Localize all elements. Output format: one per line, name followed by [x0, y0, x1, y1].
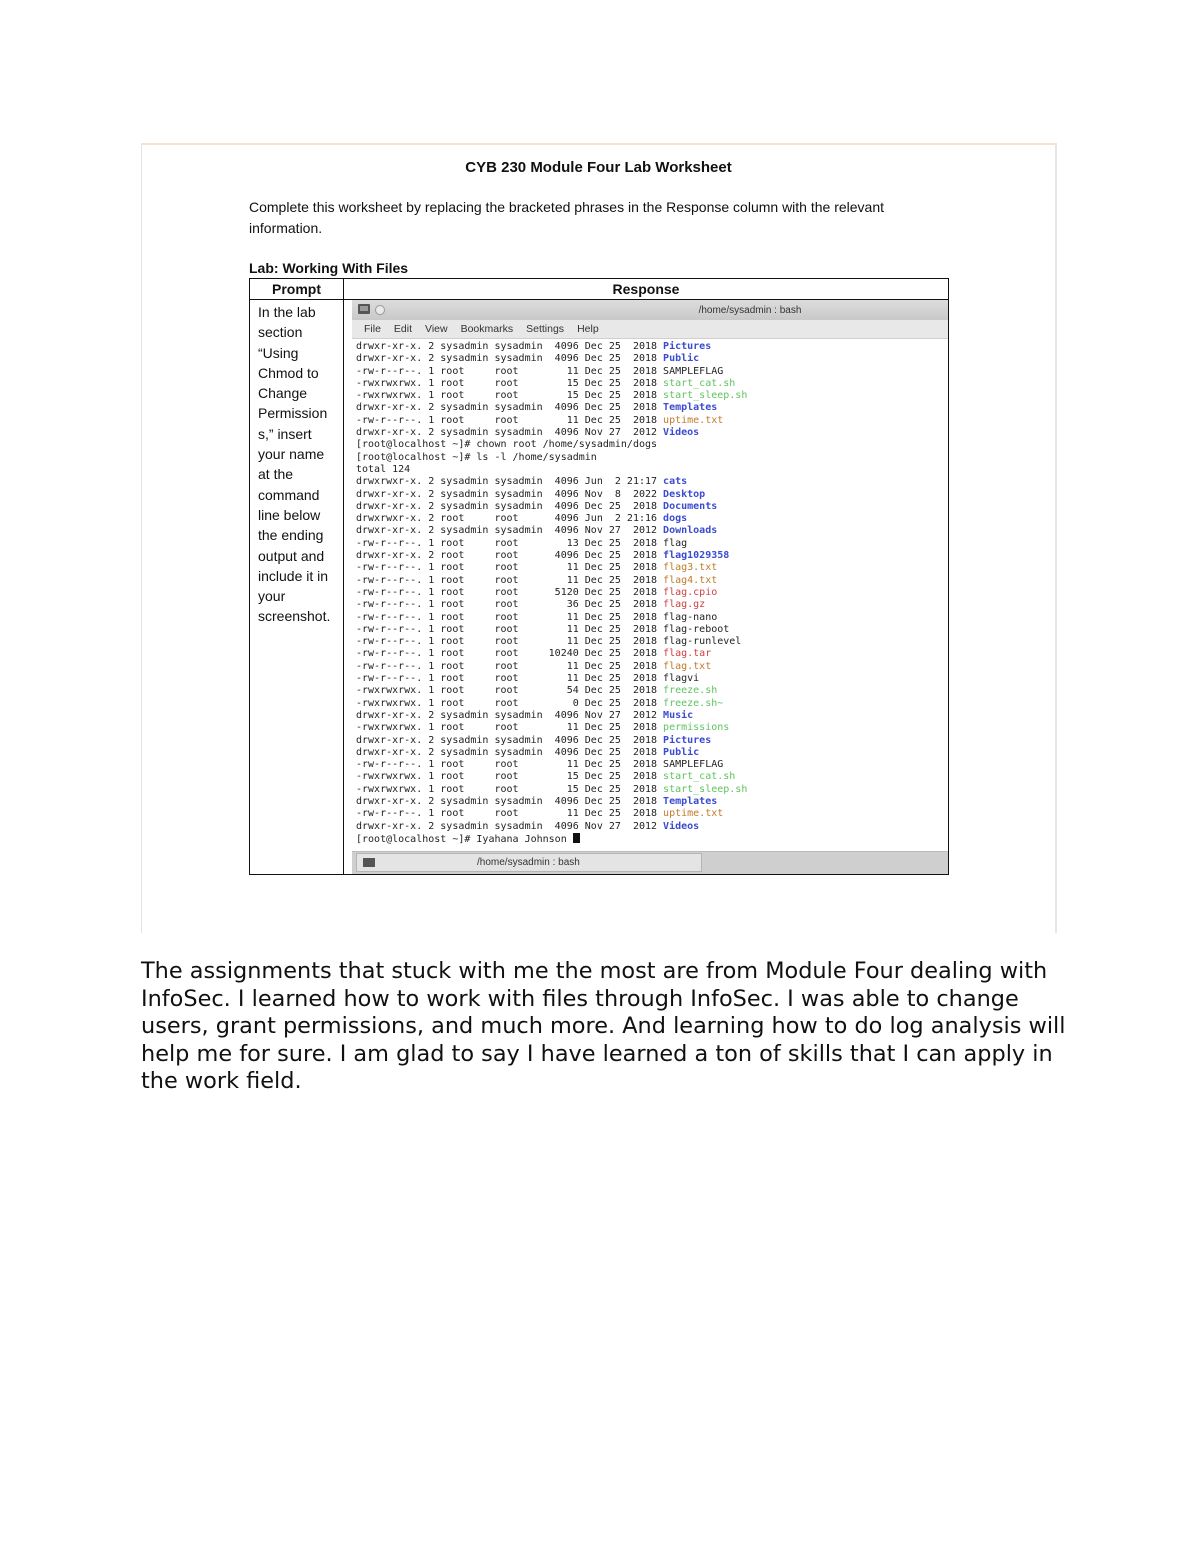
terminal-line-meta: drwxr-xr-x. 2 sysadmin sysadmin 4096 Nov 8 2022 [356, 488, 664, 500]
terminal-screenshot [352, 300, 948, 874]
menu-bookmarks: Bookmarks [460, 323, 514, 335]
menu-view: View [425, 323, 448, 335]
terminal-line-meta: -rw-r--r--. 1 root root 11 Dec 25 2018 [356, 414, 664, 426]
prompt-cell: In the lab section “Using Chmod to Change Permission s,” insert your name at the command line below the ending output and include it in your screenshot. [250, 300, 344, 875]
menu-file: File [364, 323, 381, 335]
terminal-line-meta: -rw-r--r--. 1 root root 11 Dec 25 2018 [356, 636, 664, 648]
terminal-line [356, 698, 948, 710]
terminal-line-meta: -rw-r--r--. 1 root root 11 Dec 25 2018 [356, 574, 664, 586]
terminal-line-meta: -rwxrwxrwx. 1 root root 15 Dec 25 2018 [356, 377, 664, 389]
terminal-line [356, 821, 948, 833]
terminal-file-name: SAMPLEFLAG [663, 365, 724, 377]
terminal-file-name: Desktop [663, 488, 706, 500]
terminal-line [356, 685, 948, 697]
terminal-line [356, 513, 948, 525]
terminal-output [352, 339, 948, 845]
terminal-file-name: Templates [663, 402, 718, 414]
menu-settings: Settings [526, 323, 565, 335]
terminal-line-meta: -rw-r--r--. 1 root root 13 Dec 25 2018 [356, 537, 664, 549]
terminal-line [356, 550, 948, 562]
terminal-line-meta: -rw-r--r--. 1 root root 11 Dec 25 2018 [356, 623, 664, 635]
menu-edit: Edit [393, 323, 413, 335]
terminal-file-name: Public [663, 746, 700, 758]
terminal-line [356, 747, 948, 759]
terminal-file-name: Downloads [663, 525, 718, 537]
terminal-line-meta: -rw-r--r--. 1 root root 11 Dec 25 2018 [356, 365, 664, 377]
terminal-line [356, 735, 948, 747]
terminal-file-name: freeze.sh~ [663, 697, 724, 709]
prompt-header: Prompt [250, 279, 344, 300]
terminal-line [356, 402, 948, 414]
terminal-line [356, 378, 948, 390]
terminal-line [356, 501, 948, 513]
worksheet-table [249, 278, 949, 875]
terminal-line [356, 341, 948, 353]
terminal-file-name: Videos [663, 820, 700, 832]
terminal-line [356, 710, 948, 722]
table-row [250, 300, 949, 875]
terminal-tab-icon [363, 858, 375, 867]
terminal-line-meta: -rwxrwxrwx. 1 root root 15 Dec 25 2018 [356, 390, 664, 402]
terminal-line [356, 808, 948, 820]
terminal-file-name: Public [663, 353, 700, 365]
terminal-file-name: freeze.sh [663, 685, 718, 697]
terminal-line [356, 452, 948, 464]
terminal-file-name: permissions [663, 722, 730, 734]
terminal-line-meta: [root@localhost ~]# Iyahana Johnson [356, 833, 573, 845]
terminal-line-meta: total 124 [356, 463, 411, 475]
lab-heading: Lab: Working With Files [249, 260, 409, 276]
terminal-file-name: cats [663, 476, 688, 488]
terminal-line-meta: -rw-r--r--. 1 root root 11 Dec 25 2018 [356, 660, 664, 672]
terminal-line-meta: drwxr-xr-x. 2 sysadmin sysadmin 4096 Dec 25 2018 [356, 353, 664, 365]
terminal-line [356, 390, 948, 402]
terminal-file-name: Videos [663, 427, 700, 439]
terminal-file-name: start_cat.sh [663, 377, 736, 389]
terminal-line-meta: drwxr-xr-x. 2 sysadmin sysadmin 4096 Dec 25 2018 [356, 341, 664, 352]
terminal-line [356, 353, 948, 365]
terminal-line [356, 415, 948, 427]
terminal-file-name: start_sleep.sh [663, 783, 748, 795]
terminal-line-meta: -rw-r--r--. 1 root root 11 Dec 25 2018 [356, 673, 664, 685]
terminal-line-meta: drwxr-xr-x. 2 sysadmin sysadmin 4096 Nov 27 2012 [356, 427, 664, 439]
terminal-file-name: Documents [663, 500, 718, 512]
terminal-file-name: flag-nano [663, 611, 718, 623]
worksheet-intro: Complete this worksheet by replacing the bracketed phrases in the Response column with the relevant information. [249, 199, 885, 236]
terminal-menubar [352, 320, 948, 339]
terminal-line [356, 612, 948, 624]
terminal-line [356, 489, 948, 501]
terminal-line-meta: -rw-r--r--. 1 root root 36 Dec 25 2018 [356, 599, 664, 611]
terminal-file-name: uptime.txt [663, 808, 724, 820]
terminal-file-name: Pictures [663, 341, 712, 352]
terminal-file-name: flag1029358 [663, 550, 730, 562]
terminal-line [356, 636, 948, 648]
terminal-line-meta: -rwxrwxrwx. 1 root root 54 Dec 25 2018 [356, 685, 664, 697]
terminal-file-name: dogs [663, 513, 688, 525]
terminal-line [356, 562, 948, 574]
terminal-line [356, 722, 948, 734]
terminal-line [356, 427, 948, 439]
terminal-line [356, 464, 948, 476]
terminal-line-meta: drwxrwxr-x. 2 root root 4096 Jun 2 21:16 [356, 513, 664, 525]
response-cell [344, 300, 949, 875]
terminal-line [356, 599, 948, 611]
terminal-file-name: flag.txt [663, 660, 712, 672]
menu-help: Help [577, 323, 599, 335]
terminal-file-name: flag3.txt [663, 562, 718, 574]
terminal-line-meta: [root@localhost ~]# ls -l /home/sysadmin [356, 451, 597, 463]
terminal-titlebar [352, 300, 948, 320]
terminal-file-name: Music [663, 709, 694, 721]
terminal-title: /home/sysadmin : bash [698, 305, 802, 316]
terminal-line-meta: drwxr-xr-x. 2 sysadmin sysadmin 4096 Dec 25 2018 [356, 500, 664, 512]
terminal-line [356, 648, 948, 660]
terminal-file-name: flag.tar [663, 648, 712, 660]
terminal-line [356, 366, 948, 378]
terminal-line-meta: -rwxrwxrwx. 1 root root 11 Dec 25 2018 [356, 722, 664, 734]
terminal-line-meta: -rw-r--r--. 1 root root 11 Dec 25 2018 [356, 562, 664, 574]
terminal-line-meta: drwxr-xr-x. 2 sysadmin sysadmin 4096 Dec 25 2018 [356, 795, 664, 807]
terminal-line-meta: drwxr-xr-x. 2 sysadmin sysadmin 4096 Dec 25 2018 [356, 746, 664, 758]
terminal-line [356, 439, 948, 451]
terminal-file-name: flag-reboot [663, 623, 730, 635]
terminal-line [356, 759, 948, 771]
terminal-line-meta: [root@localhost ~]# chown root /home/sysadmin/dogs [356, 439, 658, 451]
terminal-line [356, 575, 948, 587]
terminal-line [356, 661, 948, 673]
terminal-statusbar [352, 851, 948, 874]
worksheet-title: CYB 230 Module Four Lab Worksheet [465, 159, 732, 176]
terminal-line-meta: -rw-r--r--. 1 root root 5120 Dec 25 2018 [356, 586, 664, 598]
terminal-line-meta: drwxr-xr-x. 2 sysadmin sysadmin 4096 Nov 27 2012 [356, 525, 664, 537]
terminal-tab-label: /home/sysadmin : bash [477, 857, 580, 868]
terminal-line [356, 624, 948, 636]
terminal-line-meta: drwxr-xr-x. 2 sysadmin sysadmin 4096 Nov 27 2012 [356, 820, 664, 832]
terminal-tab [356, 853, 702, 872]
terminal-line-meta: drwxr-xr-x. 2 sysadmin sysadmin 4096 Nov 27 2012 [356, 709, 664, 721]
terminal-file-name: Pictures [663, 734, 712, 746]
terminal-line [356, 476, 948, 488]
terminal-file-name: start_sleep.sh [663, 390, 748, 402]
terminal-line-meta: -rwxrwxrwx. 1 root root 0 Dec 25 2018 [356, 697, 664, 709]
terminal-line-meta: -rw-r--r--. 1 root root 11 Dec 25 2018 [356, 759, 664, 771]
terminal-line-meta: drwxrwxr-x. 2 sysadmin sysadmin 4096 Jun 2 21:17 [356, 476, 664, 488]
terminal-line-meta: -rw-r--r--. 1 root root 11 Dec 25 2018 [356, 611, 664, 623]
terminal-file-name: flagvi [663, 673, 700, 685]
terminal-line-meta: -rw-r--r--. 1 root root 10240 Dec 25 2018 [356, 648, 664, 660]
terminal-line-meta: -rw-r--r--. 1 root root 11 Dec 25 2018 [356, 808, 664, 820]
terminal-line [356, 538, 948, 550]
terminal-line-meta: -rwxrwxrwx. 1 root root 15 Dec 25 2018 [356, 783, 664, 795]
worksheet-image [141, 143, 1057, 933]
terminal-line [356, 525, 948, 537]
terminal-line [356, 673, 948, 685]
terminal-file-name: uptime.txt [663, 414, 724, 426]
terminal-line [356, 796, 948, 808]
terminal-cursor [573, 833, 580, 843]
terminal-file-name: flag4.txt [663, 574, 718, 586]
reflection-paragraph: The assignments that stuck with me the most are from Module Four dealing with InfoSec. I learned how to work with files through InfoSec. I was able to change users, grant permissions, and much more. And learning how to do log analysis will help me for sure. I am glad to say I have learned a ton of skills that I can apply in the work field. [141, 958, 1066, 1095]
terminal-line-meta: drwxr-xr-x. 2 sysadmin sysadmin 4096 Dec 25 2018 [356, 734, 664, 746]
terminal-line [356, 833, 948, 845]
terminal-file-name: start_cat.sh [663, 771, 736, 783]
terminal-file-name: flag-runlevel [663, 636, 742, 648]
terminal-file-name: SAMPLEFLAG [663, 759, 724, 771]
terminal-line-meta: -rwxrwxrwx. 1 root root 15 Dec 25 2018 [356, 771, 664, 783]
terminal-line [356, 587, 948, 599]
terminal-file-name: flag [663, 537, 688, 549]
terminal-file-name: flag.gz [663, 599, 706, 611]
table-header-row [250, 279, 949, 300]
terminal-file-name: Templates [663, 795, 718, 807]
terminal-line [356, 784, 948, 796]
response-header: Response [344, 279, 949, 300]
terminal-line-meta: drwxr-xr-x. 2 sysadmin sysadmin 4096 Dec 25 2018 [356, 402, 664, 414]
terminal-line [356, 771, 948, 783]
terminal-line-meta: drwxr-xr-x. 2 root root 4096 Dec 25 2018 [356, 550, 664, 562]
terminal-file-name: flag.cpio [663, 586, 718, 598]
